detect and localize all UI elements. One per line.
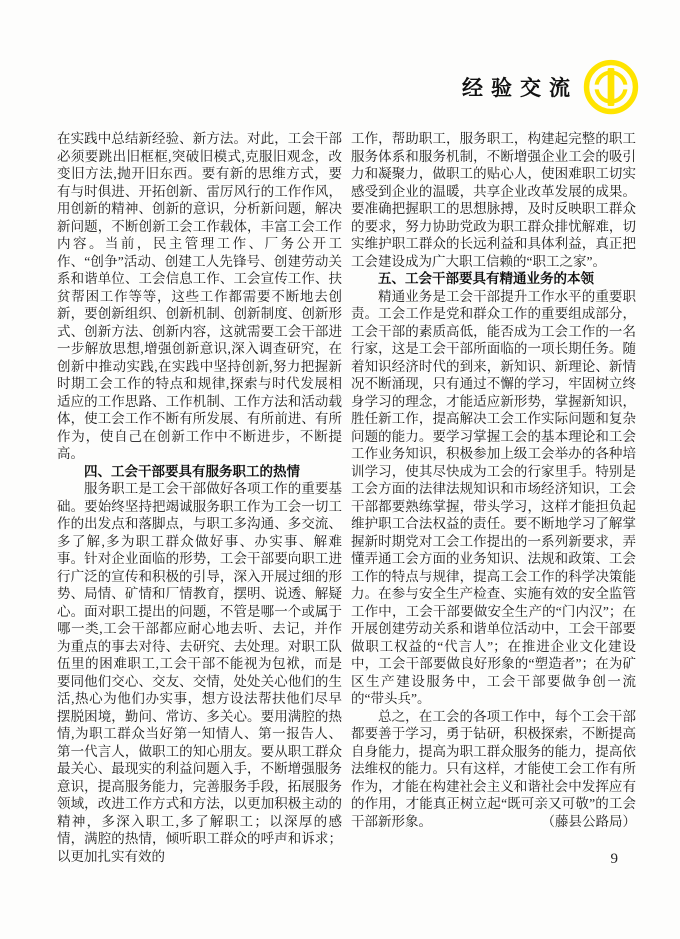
attribution: （藤县公路局） (541, 813, 636, 829)
article-column-right (351, 130, 636, 830)
paragraph-continuation: 在实践中总结新经验、新方法。对此，工会干部必须要跳出旧框框,突破旧模式,克服旧观念，改变旧方法,抛开旧东西。要有新的思维方式，要有与时俱进、开拓创新、雷厉风行的工作作风，用创新的精神、创新的意识，分析新问题，解决新问题，不断创新工会工作载体，丰富工会工作内容。当前，民主管理工作、厂务公开工作、“创争”活动、创建工人先锋号、创建劳动关系和谐单位、工会信息工作、工会宣传工作、扶贫帮困工作等等，这些工作都需要不断地去创新，要创新组织、创新机制、创新制度、创新形式、创新方法、创新内容，这就需要工会干部进一步解放思想,增强创新意识,深入调查研究，在创新中推动实践,在实践中坚持创新,努力把握新时期工会工作的特点和规律,探索与时代发展相适应的工作思路、工作机制、工作方法和活动载体，使工会工作不断有所发展、有所前进、有所作为，使自己在创新工作中不断进步，不断提高。 (57, 131, 342, 461)
paragraph-continuation: 工作，帮助职工，服务职工，构建起完整的职工服务体系和服务机制，不断增强企业工会的吸引力和凝聚力，做职工的贴心人，使困难职工切实感受到企业的温暖，共享企业改革发展的成果。要准确把握职工的思想脉搏，及时反映职工群众的要求，努力协助党政为职工群众排忧解难，切实维护职工群众的长远利益和具体利益，真正把工会建设成为广大职工信赖的“职工之家”。 (351, 131, 636, 269)
final-paragraph-text: 总之，在工会的各项工作中，每个工会干部都要善于学习，勇于钻研，积极探索，不断提高自身能力，提高为职工群众服务的能力，提高依法维权的能力。只有这样，才能使工会工作有所作为，才能在构建社会主义和谐社会中发挥应有的作用，才能真正树立起“既可亲又可敬”的工会干部新形象。 (351, 708, 636, 829)
paragraph: 服务职工是工会干部做好各项工作的重要基础。要始终坚持把竭诚服务职工作为工会一切工作的出发点和落脚点，与职工多沟通、多交流、多了解,多为职工群众做好事、办实事、解难事。针对企业面临的形势，工会干部要向职工进行广泛的宣传和积极的引导，深入开展过细的形势、局情、矿情和厂情教育，摆明、说透、解疑心。面对职工提出的问题，不管是哪一个或属于哪一类,工会干部都应耐心地去听、去记，并作为重点的事去对待、去研究、去处理。对职工队伍里的困难职工,工会干部不能视为包袱，而是要同他们交心、交友、交情，处处关心他们的生活,热心为他们办实事，想方设法帮扶他们尽早摆脱困境，勤问、常访、多关心。要用满腔的热情,为职工群众当好第一知情人、第一报告人、第一代言人，做职工的知心朋友。要从职工群众最关心、最现实的利益问题入手，不断增强服务意识，提高服务能力，完善服务手段，拓展服务领域，改进工作方式和方法，以更加积极主动的精神，多深入职工,多了解职工；以深厚的感情，满腔的热情，倾听职工群众的呼声和诉求；以更加扎实有效的 (57, 481, 342, 864)
paragraph: 精通业务是工会干部提升工作水平的重要职责。工会工作是党和群众工作的重要组成部分，工会干部的素质高低，能否成为工会工作的一名行家，这是工会干部所面临的一项长期任务。随着知识经济时代的到来，新知识、新理论、新情况不断涌现，只有通过不懈的学习，牢固树立终身学习的理念，才能适应新形势，掌握新知识，胜任新工作，提高解决工会工作实际问题和复杂问题的能力。要学习掌握工会的基本理论和工会工作业务知识，积极参加上级工会举办的各种培训学习，使其尽快成为工会的行家里手。特别是工会方面的法律法规知识和市场经济知识，工会干部都要熟练掌握，带头学习，这样才能担负起维护职工合法权益的责任。要不断地学习了解掌握新时期党对工会工作提出的一系列新要求，弄懂弄通工会方面的业务知识、法规和政策、工会工作的特点与规律，提高工会工作的科学决策能力。在参与安全生产检查、实施有效的安全监管工作中，工会干部要做安全生产的“门内汉”；在开展创建劳动关系和谐单位活动中，工会干部要做职工权益的“代言人”；在推进企业文化建设中，工会干部要做良好形象的“塑造者”；在为矿区生产建设服务中，工会干部要做争创一流的“带头兵”。 (351, 288, 636, 706)
section-title: 经验交流 (462, 77, 578, 100)
section-header (462, 58, 640, 116)
article-column-left (57, 130, 342, 865)
trade-union-logo-icon (582, 58, 640, 116)
section-heading-four: 四、工会干部要具有服务职工的热情 (84, 463, 300, 479)
section-heading-five: 五、工会干部要具有精通业务的本领 (378, 271, 594, 286)
paragraph-final (351, 708, 636, 831)
page-number: 9 (610, 851, 618, 867)
